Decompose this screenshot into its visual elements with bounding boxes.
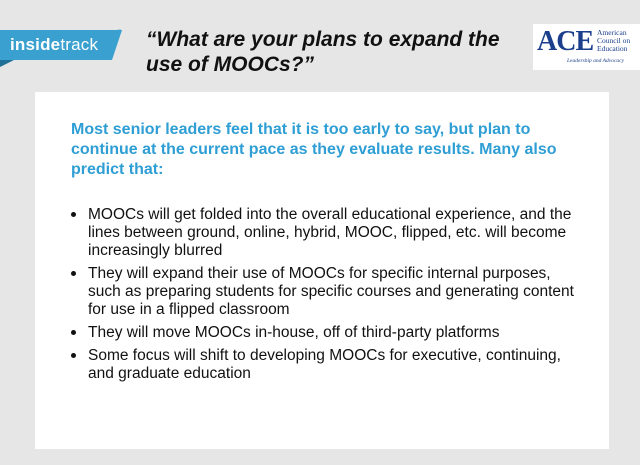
bullet-text: They will expand their use of MOOCs for specific internal purposes, such as preparing students for specific courses and generating content for use in a flipped classroom (88, 265, 574, 318)
bullet-dot-icon (71, 330, 76, 335)
slide-header (0, 0, 640, 80)
bullet-text: They will move MOOCs in-house, off of third-party platforms (88, 324, 500, 341)
bullet-item (71, 265, 581, 319)
bullet-item (71, 347, 581, 383)
ace-logo-tagline: Leadership and Advocacy (567, 58, 625, 64)
bullet-text: Some focus will shift to developing MOOCs for executive, continuing, and graduate education (88, 347, 561, 382)
ace-logo (533, 24, 640, 70)
bullet-item (71, 324, 581, 342)
logo-text-light: track (60, 35, 99, 54)
slide-title: “What are your plans to expand the use of MOOCs?” (146, 28, 500, 76)
logo-text-bold: inside (10, 35, 61, 54)
ace-logo-name: American Council on Education (597, 29, 631, 53)
bullet-list (71, 206, 581, 388)
bullet-text: MOOCs will get folded into the overall educational experience, and the lines between ground, online, hybrid, MOOC, flipped, etc. will become increasingly blurred (88, 206, 572, 259)
insidetrack-logo-text (10, 35, 98, 55)
insidetrack-logo (0, 30, 130, 67)
intro-text: Most senior leaders feel that it is too early to say, but plan to continue at the current pace as they evaluate results. Many also predict that: (71, 121, 557, 178)
bullet-item (71, 206, 581, 260)
bullet-dot-icon (71, 271, 76, 276)
bullet-dot-icon (71, 353, 76, 358)
bullet-dot-icon (71, 212, 76, 217)
ace-logo-mark: ACE (537, 26, 594, 57)
content-box (35, 92, 609, 449)
trademark-symbol: ® (117, 30, 122, 36)
